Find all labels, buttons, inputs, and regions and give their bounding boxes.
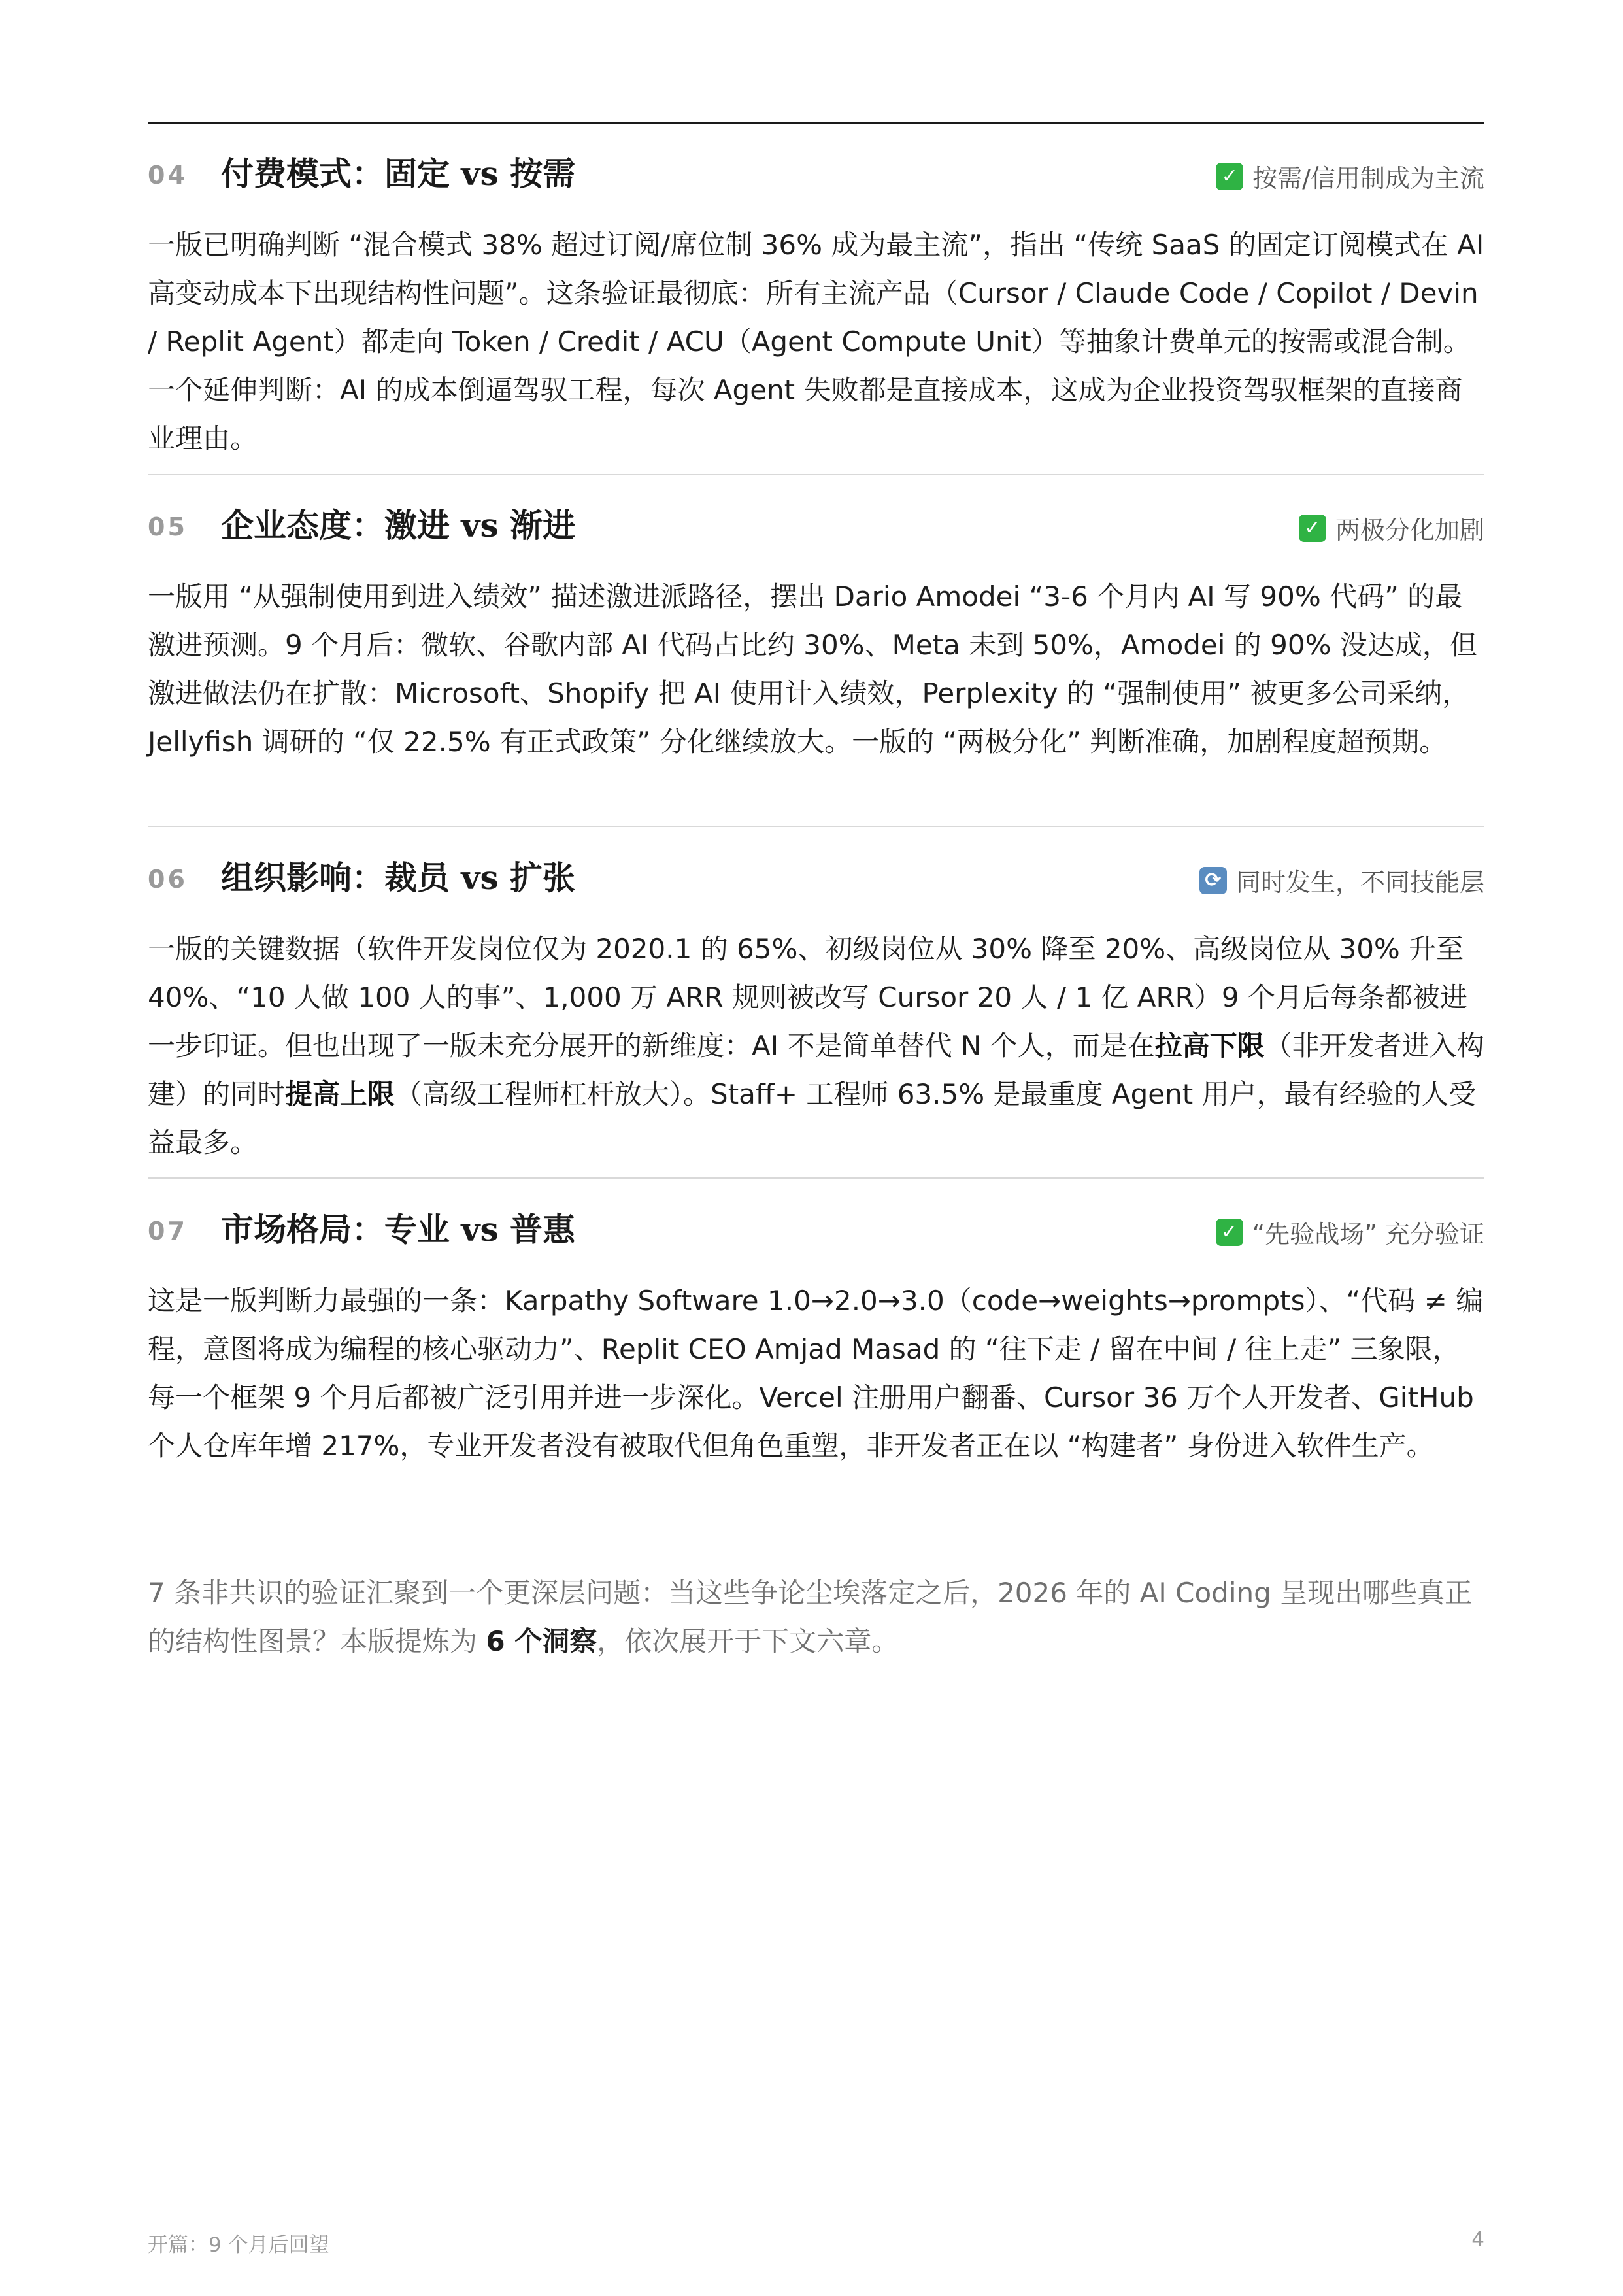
footer-chapter-title: 开篇：9 个月后回望 [148,2233,329,2257]
section-paragraph [148,573,1484,766]
section-number: 07 [148,1217,188,1245]
top-rule [148,122,1484,124]
section-04 [148,144,1484,463]
verdict-badge [1216,1214,1484,1250]
text-run: 一版的关键数据（软件开发岗位仅为 2020.1 的 65%、初级岗位从 30% 降至 20%、高级岗位从 30% 升至 40%、“10 人做 100 人的事”、1,000 万 ARR 规则被改写 Cursor 20 人 / 1 亿 ARR）9 个月后每条都被进一步印证。但也出现了一版未充分展开的新维度：AI 不是简单替代 N 个人，而是在 [148,933,1467,1062]
text-run: （高级工程师杠杆放大）。Staff+ 工程师 63.5% 是最重度 Agent 用户，最有经验的人受益最多。 [148,1078,1477,1158]
section-title: 市场格局：专业 vs 普惠 [221,1210,576,1249]
section-body [148,221,1484,463]
verdict-text: 同时发生，不同技能层 [1235,868,1484,897]
section-number: 05 [148,513,188,541]
section-divider [148,1177,1484,1179]
text-run: 这是一版判断力最强的一条：Karpathy Software 1.0→2.0→3.0（code→weights→prompts）、“代码 ≠ 编程，意图将成为编程的核心驱动力”、Replit CEO Amjad Masad 的 “往下走 / 留在中间 / 往上走” 三象限，每一个框架 9 个月后都被广泛引用并进一步深化。Vercel 注册用户翻番、Cursor 36 万个人开发者、GitHub 个人仓库年增 217%，专业开发者没有被取代但角色重塑，非开发者正在以 “构建者” 身份进入软件生产。 [148,1285,1484,1462]
summary-paragraph [148,1569,1484,1666]
text-run: 7 条非共识的验证汇聚到一个更深层问题：当这些争论尘埃落定之后，2026 年的 AI Coding 呈现出哪些真正的结构性图景？本版提炼为 [148,1577,1473,1657]
verdict-text: “先验战场” 充分验证 [1252,1220,1484,1249]
emphasis-text: 提高上限 [285,1078,395,1110]
section-body [148,925,1484,1167]
section-number: 04 [148,161,188,190]
text-run: （非开发者进入构建）的同时 [148,1030,1484,1110]
section-paragraph [148,221,1484,463]
verdict-badge [1299,510,1484,546]
section-divider [148,826,1484,827]
text-run: 一版用 “从强制使用到进入绩效” 描述激进派路径，摆出 Dario Amodei “3-6 个月内 AI 写 90% 代码” 的最激进预测。9 个月后：微软、谷歌内部 AI 代码占比约 30%、Meta 未到 50%，Amodei 的 90% 没达成，但激进做法仍在扩散：Microsoft、Shopify 把 AI 使用计入绩效，Perplexity 的 “强制使用” 被更多公司采纳，Jellyfish 调研的 “仅 22.5% 有正式政策” 分化继续放大。一版的 “两极分化” 判断准确，加剧程度超预期。 [148,581,1477,758]
section-paragraph [148,925,1484,1167]
section-title: 组织影响：裁员 vs 扩张 [221,858,576,897]
verdict-badge [1216,158,1484,194]
section-body [148,1277,1484,1470]
text-run: 一版已明确判断 “混合模式 38% 超过订阅/席位制 36% 成为最主流”，指出 “传统 SaaS 的固定订阅模式在 AI 高变动成本下出现结构性问题”。这条验证最彻底：所有主流产品（Cursor / Claude Code / Copilot / Devin / Replit Agent）都走向 Token / Credit / ACU（Agent Compute Unit）等抽象计费单元的按需或混合制。一个延伸判断：AI 的成本倒逼驾驭工程，每次 Agent 失败都是直接成本，这成为企业投资驾驭框架的直接商业理由。 [148,229,1484,454]
emphasis-text: 拉高下限 [1154,1030,1265,1062]
verdict-text: 按需/信用制成为主流 [1252,164,1484,193]
section-paragraph [148,1277,1484,1470]
verdict-badge [1199,862,1484,898]
emphasis-text: 6 个洞察 [486,1625,597,1657]
section-body [148,573,1484,766]
section-header [148,496,1484,554]
section-header [148,1200,1484,1258]
verdict-text: 两极分化加剧 [1335,516,1484,545]
section-divider [148,474,1484,475]
page-number: 4 [1471,2228,1484,2252]
section-05 [148,496,1484,766]
section-07 [148,1200,1484,1470]
section-06 [148,848,1484,1167]
check-icon: ✓ [1299,515,1326,542]
section-title: 企业态度：激进 vs 渐进 [221,506,576,545]
check-icon: ✓ [1216,1219,1243,1246]
section-title: 付费模式：固定 vs 按需 [221,154,576,193]
check-icon: ✓ [1216,163,1243,190]
section-header [148,144,1484,203]
cycle-icon: ⟳ [1199,867,1227,894]
section-number: 06 [148,865,188,894]
section-header [148,848,1484,907]
text-run: ，依次展开于下文六章。 [597,1625,899,1657]
